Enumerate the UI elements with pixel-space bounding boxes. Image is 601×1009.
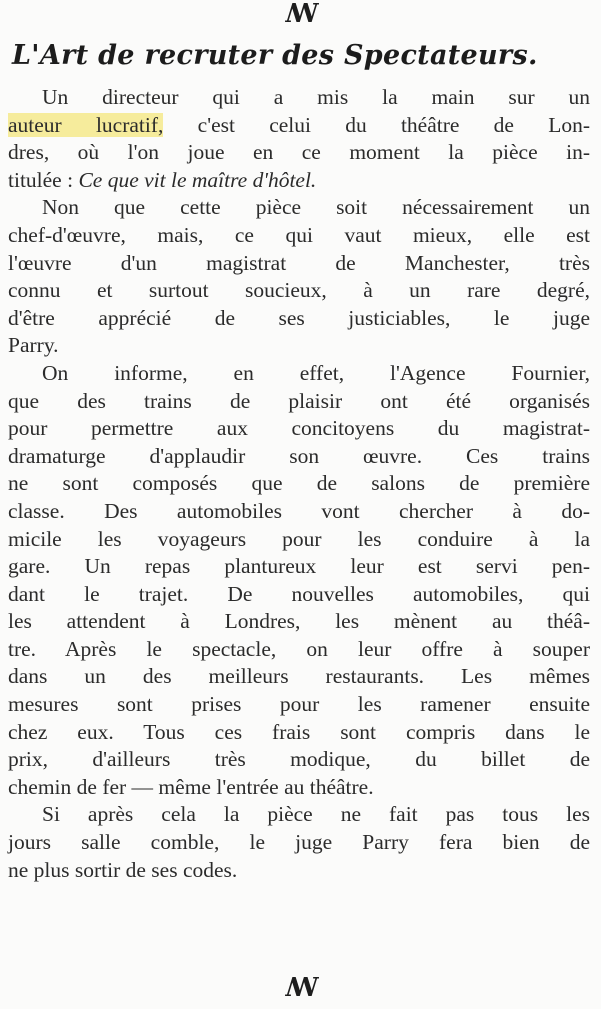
article-line — [8, 222, 590, 250]
article-line — [8, 250, 590, 278]
line-text: jours salle comble, le juge Parry fera bien de — [8, 830, 590, 855]
article-title: L'Art de recruter des Spectateurs. — [12, 40, 538, 71]
article-line — [8, 194, 590, 222]
article-line — [8, 746, 590, 774]
line-text: ne plus sortir de ses codes. — [8, 857, 238, 882]
line-text: Non que cette pièce soit nécessairement un — [42, 195, 590, 220]
article-line — [8, 498, 590, 526]
article-line — [8, 608, 590, 636]
article-line — [8, 84, 590, 112]
line-text: classe. Des automobiles vont chercher à do- — [8, 498, 590, 523]
search-highlight: auteur lucratif, — [8, 112, 164, 137]
line-text: Si après cela la pièce ne fait pas tous les — [42, 802, 590, 827]
line-text: mesures sont prises pour les ramener ensuite — [8, 692, 590, 717]
article-line — [8, 636, 590, 664]
line-text: dres, où l'on joue en ce moment la pièce in- — [8, 140, 590, 165]
line-text: d'être apprécié de ses justiciables, le juge — [8, 305, 590, 330]
article-line — [8, 857, 590, 885]
article-line — [8, 553, 590, 581]
article-line — [8, 774, 590, 802]
line-text: c'est celui du théâtre de Lon- — [163, 112, 591, 137]
line-text: Un directeur qui a mis la main sur un — [42, 85, 590, 109]
line-lead-text: titulée : — [8, 167, 79, 192]
line-text: chez eux. Tous ces frais sont compris dans le — [8, 719, 590, 744]
article-line — [8, 305, 590, 333]
article-line — [8, 443, 590, 471]
article-line — [8, 470, 590, 498]
article-line — [8, 526, 590, 554]
line-text: l'œuvre d'un magistrat de Manchester, très — [8, 250, 590, 275]
line-text: connu et surtout soucieux, à un rare degré, — [8, 278, 590, 303]
article-line — [8, 415, 590, 443]
line-text: chef-d'œuvre, mais, ce qui vaut mieux, elle est — [8, 222, 590, 247]
article-line — [8, 112, 590, 140]
article-line — [8, 332, 590, 360]
line-text: dramaturge d'applaudir son œuvre. Ces trains — [8, 443, 590, 468]
line-text: dant le trajet. De nouvelles automobiles, qui — [8, 581, 590, 606]
line-text: Parry. — [8, 333, 59, 358]
article-line — [8, 663, 590, 691]
line-text: chemin de fer — même l'entrée au théâtre. — [8, 774, 374, 799]
article-line — [8, 360, 590, 388]
line-text: gare. Un repas plantureux leur est servi pen- — [8, 554, 590, 579]
article-line — [8, 277, 590, 305]
article-line — [8, 388, 590, 416]
article-line — [8, 581, 590, 609]
article-line — [8, 801, 590, 829]
article-line — [8, 829, 590, 857]
line-text: que des trains de plaisir ont été organisés — [8, 388, 590, 413]
line-text: On informe, en effet, l'Agence Fournier, — [42, 360, 590, 385]
article-body — [8, 84, 590, 884]
article-line — [8, 691, 590, 719]
article-line — [8, 139, 590, 167]
line-text: micile les voyageurs pour les conduire à la — [8, 526, 590, 551]
article-line — [8, 167, 590, 195]
ornament-bottom: ꟿ — [285, 973, 316, 1003]
line-text: tre. Après le spectacle, on leur offre à souper — [8, 636, 590, 661]
article-line — [8, 719, 590, 747]
line-text: les attendent à Londres, les mènent au théâ- — [8, 609, 590, 634]
line-text: ne sont composés que de salons de première — [8, 471, 590, 496]
play-title: Ce que vit le maître d'hôtel. — [78, 167, 317, 192]
line-text: prix, d'ailleurs très modique, du billet de — [8, 747, 590, 772]
line-text: pour permettre aux concitoyens du magistrat- — [8, 416, 590, 441]
line-text: dans un des meilleurs restaurants. Les mêmes — [8, 664, 590, 689]
ornament-top: ꟿ — [285, 0, 316, 29]
